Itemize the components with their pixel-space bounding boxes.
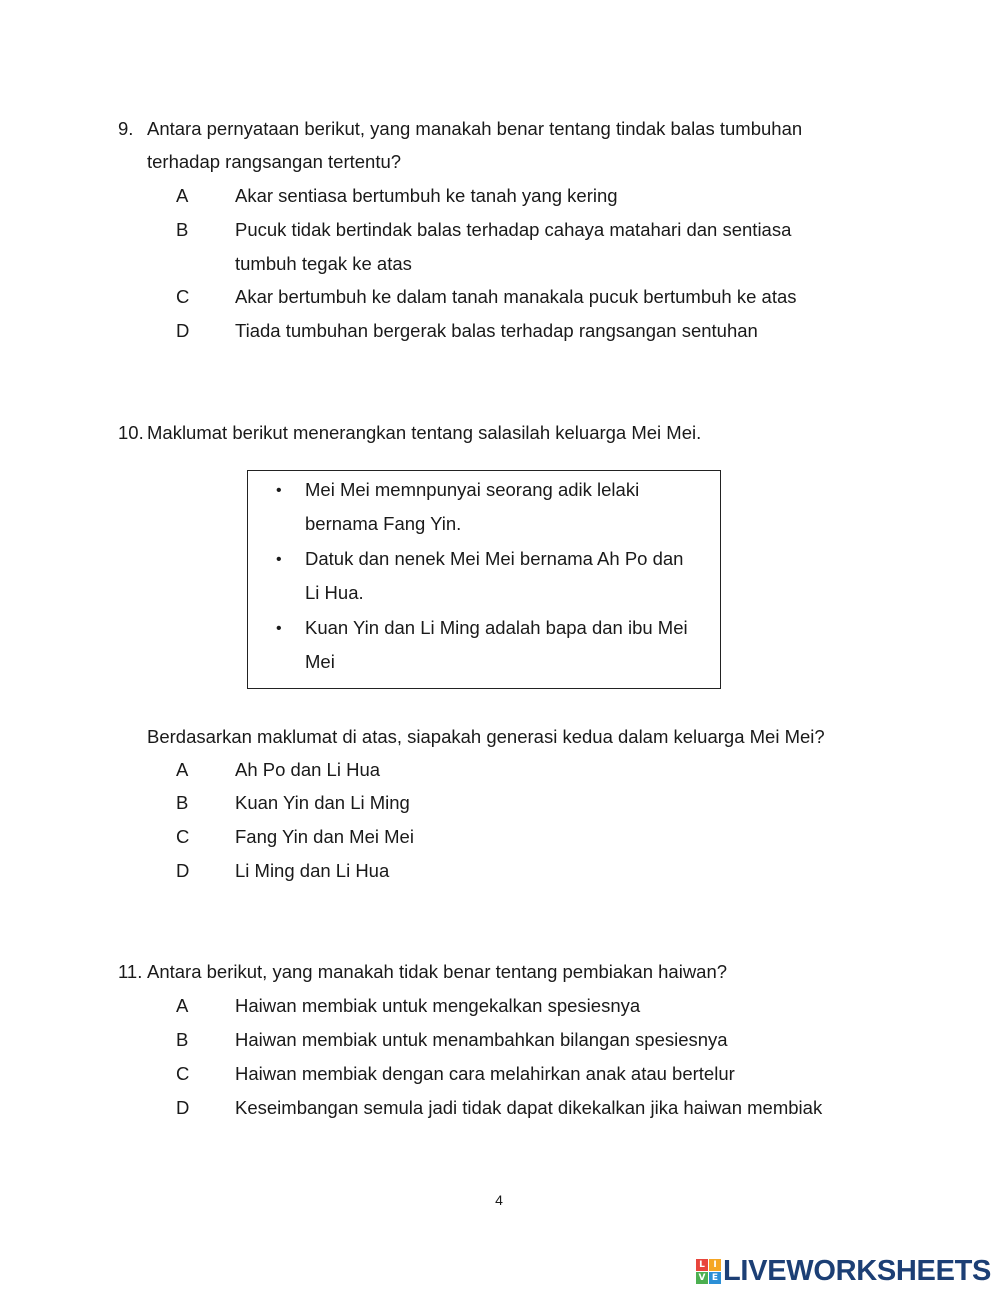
info-item-3-line1: Kuan Yin dan Li Ming adalah bapa dan ibu Mei [305,617,688,638]
q11-option-d-letter[interactable]: D [176,1097,190,1118]
q9-option-b-text-line2[interactable]: tumbuh tegak ke atas [235,253,412,274]
q11-option-c-text[interactable]: Haiwan membiak dengan cara melahirkan anak atau bertelur [235,1063,735,1084]
liveworksheets-logo[interactable] [696,1256,991,1286]
q9-option-b-letter[interactable]: B [176,219,189,240]
q10-option-b-text[interactable]: Kuan Yin dan Li Ming [235,792,410,813]
q9-option-c-text[interactable]: Akar bertumbuh ke dalam tanah manakala pucuk bertumbuh ke atas [235,286,797,307]
q9-option-a-letter[interactable]: A [176,185,189,206]
logo-mark-letter: V [696,1272,708,1284]
question-11-number: 11. [118,961,143,982]
logo-mark-letter: I [709,1259,721,1271]
logo-text: LIVEWORKSHEETS [723,1255,992,1287]
bullet-icon: • [276,482,282,499]
q11-option-d-text[interactable]: Keseimbangan semula jadi tidak dapat dikekalkan jika haiwan membiak [235,1097,823,1118]
bullet-icon: • [276,551,282,568]
q10-option-c-letter[interactable]: C [176,826,190,847]
q10-option-d-letter[interactable]: D [176,860,190,881]
question-11-stem: Antara berikut, yang manakah tidak benar tentang pembiakan haiwan? [147,961,728,982]
info-item-1-line2: bernama Fang Yin. [305,513,462,534]
q10-option-a-text[interactable]: Ah Po dan Li Hua [235,759,381,780]
q9-option-d-text[interactable]: Tiada tumbuhan bergerak balas terhadap rangsangan sentuhan [235,320,758,341]
q10-option-d-text[interactable]: Li Ming dan Li Hua [235,860,390,881]
q9-option-a-text[interactable]: Akar sentiasa bertumbuh ke tanah yang kering [235,185,618,206]
q9-option-c-letter[interactable]: C [176,286,190,307]
q10-option-b-letter[interactable]: B [176,792,189,813]
info-item-1-line1: Mei Mei memnpunyai seorang adik lelaki [305,479,640,500]
logo-mark-letter: E [709,1272,721,1284]
q11-option-a-text[interactable]: Haiwan membiak untuk mengekalkan spesiesnya [235,995,641,1016]
question-10-prompt: Berdasarkan maklumat di atas, siapakah generasi kedua dalam keluarga Mei Mei? [147,726,825,747]
info-item-3-line2: Mei [305,651,335,672]
bullet-icon: • [276,620,282,637]
q11-option-b-text[interactable]: Haiwan membiak untuk menambahkan bilangan spesiesnya [235,1029,728,1050]
info-item-2-line1: Datuk dan nenek Mei Mei bernama Ah Po dan [305,548,684,569]
question-10-number: 10. [118,422,144,443]
q11-option-a-letter[interactable]: A [176,995,189,1016]
question-9-number: 9. [118,118,134,139]
q9-option-b-text[interactable]: Pucuk tidak bertindak balas terhadap cahaya matahari dan sentiasa [235,219,792,240]
logo-mark-letter: L [696,1259,708,1271]
logo-mark-icon [696,1259,721,1284]
page-number: 4 [495,1192,503,1208]
q10-option-c-text[interactable]: Fang Yin dan Mei Mei [235,826,414,847]
q9-option-d-letter[interactable]: D [176,320,190,341]
q11-option-b-letter[interactable]: B [176,1029,189,1050]
q11-option-c-letter[interactable]: C [176,1063,190,1084]
question-10-stem: Maklumat berikut menerangkan tentang salasilah keluarga Mei Mei. [147,422,702,443]
q10-option-a-letter[interactable]: A [176,759,189,780]
info-item-2-line2: Li Hua. [305,582,364,603]
question-9-stem-line1: Antara pernyataan berikut, yang manakah benar tentang tindak balas tumbuhan [147,118,803,139]
question-9-stem-line2: terhadap rangsangan tertentu? [147,151,402,172]
